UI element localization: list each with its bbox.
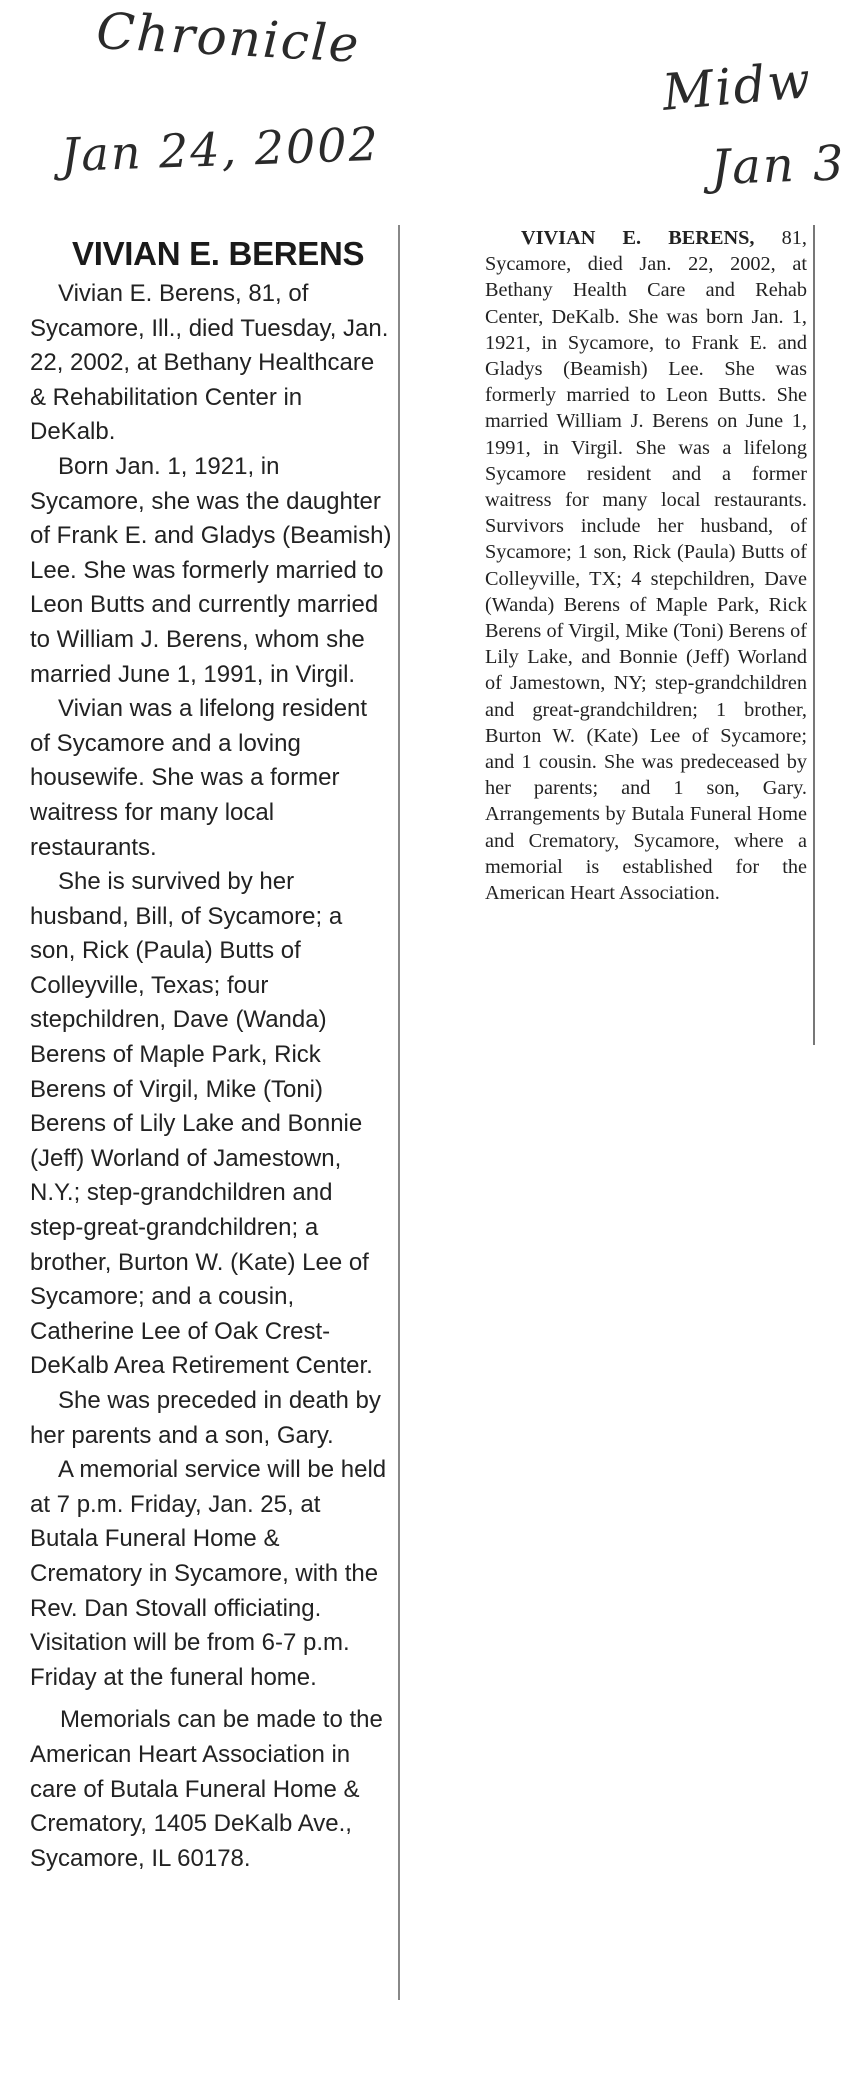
obituary-text: 81, Sycamore, died Jan. 22, 2002, at Bethany Health Care and Rehab Center, DeKalb. She was born Jan. 1, 1921, in Sycamore, to Frank E. and Gladys (Beamish) Lee. She was formerly married to Leon Butts. She married William J. Berens on June 1, 1991, in Virgil. She was a lifelong Sycamore resident and a former waitress for many local restaurants. Survivors include her husband, of Sycamore; 1 son, Rick (Paula) Butts of Colleyville, TX; 4 stepchildren, Dave (Wanda) Berens of Maple Park, Rick Berens of Virgil, Mike (Toni) Berens of Lily Lake, and Bonnie (Jeff) Worland of Jamestown, NY; step-grandchildren and great-grandchildren; 1 brother, Burton W. (Kate) Lee of Sycamore; and 1 cousin. She was predeceased by her parents; and 1 son, Gary. Arrangements by Butala Funeral Home and Crematory, Sycamore, where a memorial is established for the American Heart Association. <box>485 227 807 905</box>
obituary-paragraph: A memorial service will be held at 7 p.m. Friday, Jan. 25, at Butala Funeral Home & Crematory in Sycamore, with the Rev. Dan Stovall officiating. Visitation will be from 6-7 p.m. Friday at the funeral home. <box>30 1456 387 1691</box>
memorials-paragraph: Memorials can be made to the American Heart Association in care of Butala Funeral Home & Crematory, 1405 DeKalb Ave., Sycamore, IL 60178. <box>30 1706 383 1872</box>
left-obituary-clipping <box>20 225 400 2000</box>
obituary-body-left <box>20 277 398 1876</box>
obituary-headline: VIVIAN E. BERENS <box>72 235 365 272</box>
obituary-paragraph: Born Jan. 1, 1921, in Sycamore, she was the daughter of Frank E. and Gladys (Beamish) Lee. She was formerly married to Leon Butts and currently married to William J. Berens, whom she married June 1, 1991, in Virgil. <box>30 452 392 688</box>
obituary-paragraph: She is survived by her husband, Bill, of Sycamore; a son, Rick (Paula) Butts of Colleyville, Texas; four stepchildren, Dave (Wanda) Berens of Maple Park, Rick Berens of Virgil, Mike (Toni) Berens of Lily Lake and Bonnie (Jeff) Worland of Jamestown, N.Y.; step-grandchildren and step-great-grandchildren; a brother, Burton W. (Kate) Lee of Sycamore; and a cousin, Catherine Lee of Oak Crest-DeKalb Area Retirement Center. <box>30 868 373 1380</box>
right-obituary-clipping <box>485 225 815 1045</box>
obituary-paragraph: She was preceded in death by her parents and a son, Gary. <box>30 1387 381 1449</box>
obituary-paragraph: Vivian E. Berens, 81, of Sycamore, Ill., died Tuesday, Jan. 22, 2002, at Bethany Healthcare & Rehabilitation Center in DeKalb. <box>30 280 389 446</box>
handwritten-paper-name-left: Chronicle <box>94 2 362 74</box>
obituary-name: VIVIAN E. BERENS, <box>521 227 755 249</box>
handwritten-paper-name-right: Midw <box>660 50 815 122</box>
handwritten-date-right: Jan 3 <box>710 135 846 196</box>
obituary-body-right <box>485 225 807 906</box>
obituary-paragraph: Vivian was a lifelong resident of Sycamore and a loving housewife. She was a former waitress for many local restaurants. <box>30 695 368 861</box>
handwritten-date-left: Jan 24, 2002 <box>60 116 381 182</box>
